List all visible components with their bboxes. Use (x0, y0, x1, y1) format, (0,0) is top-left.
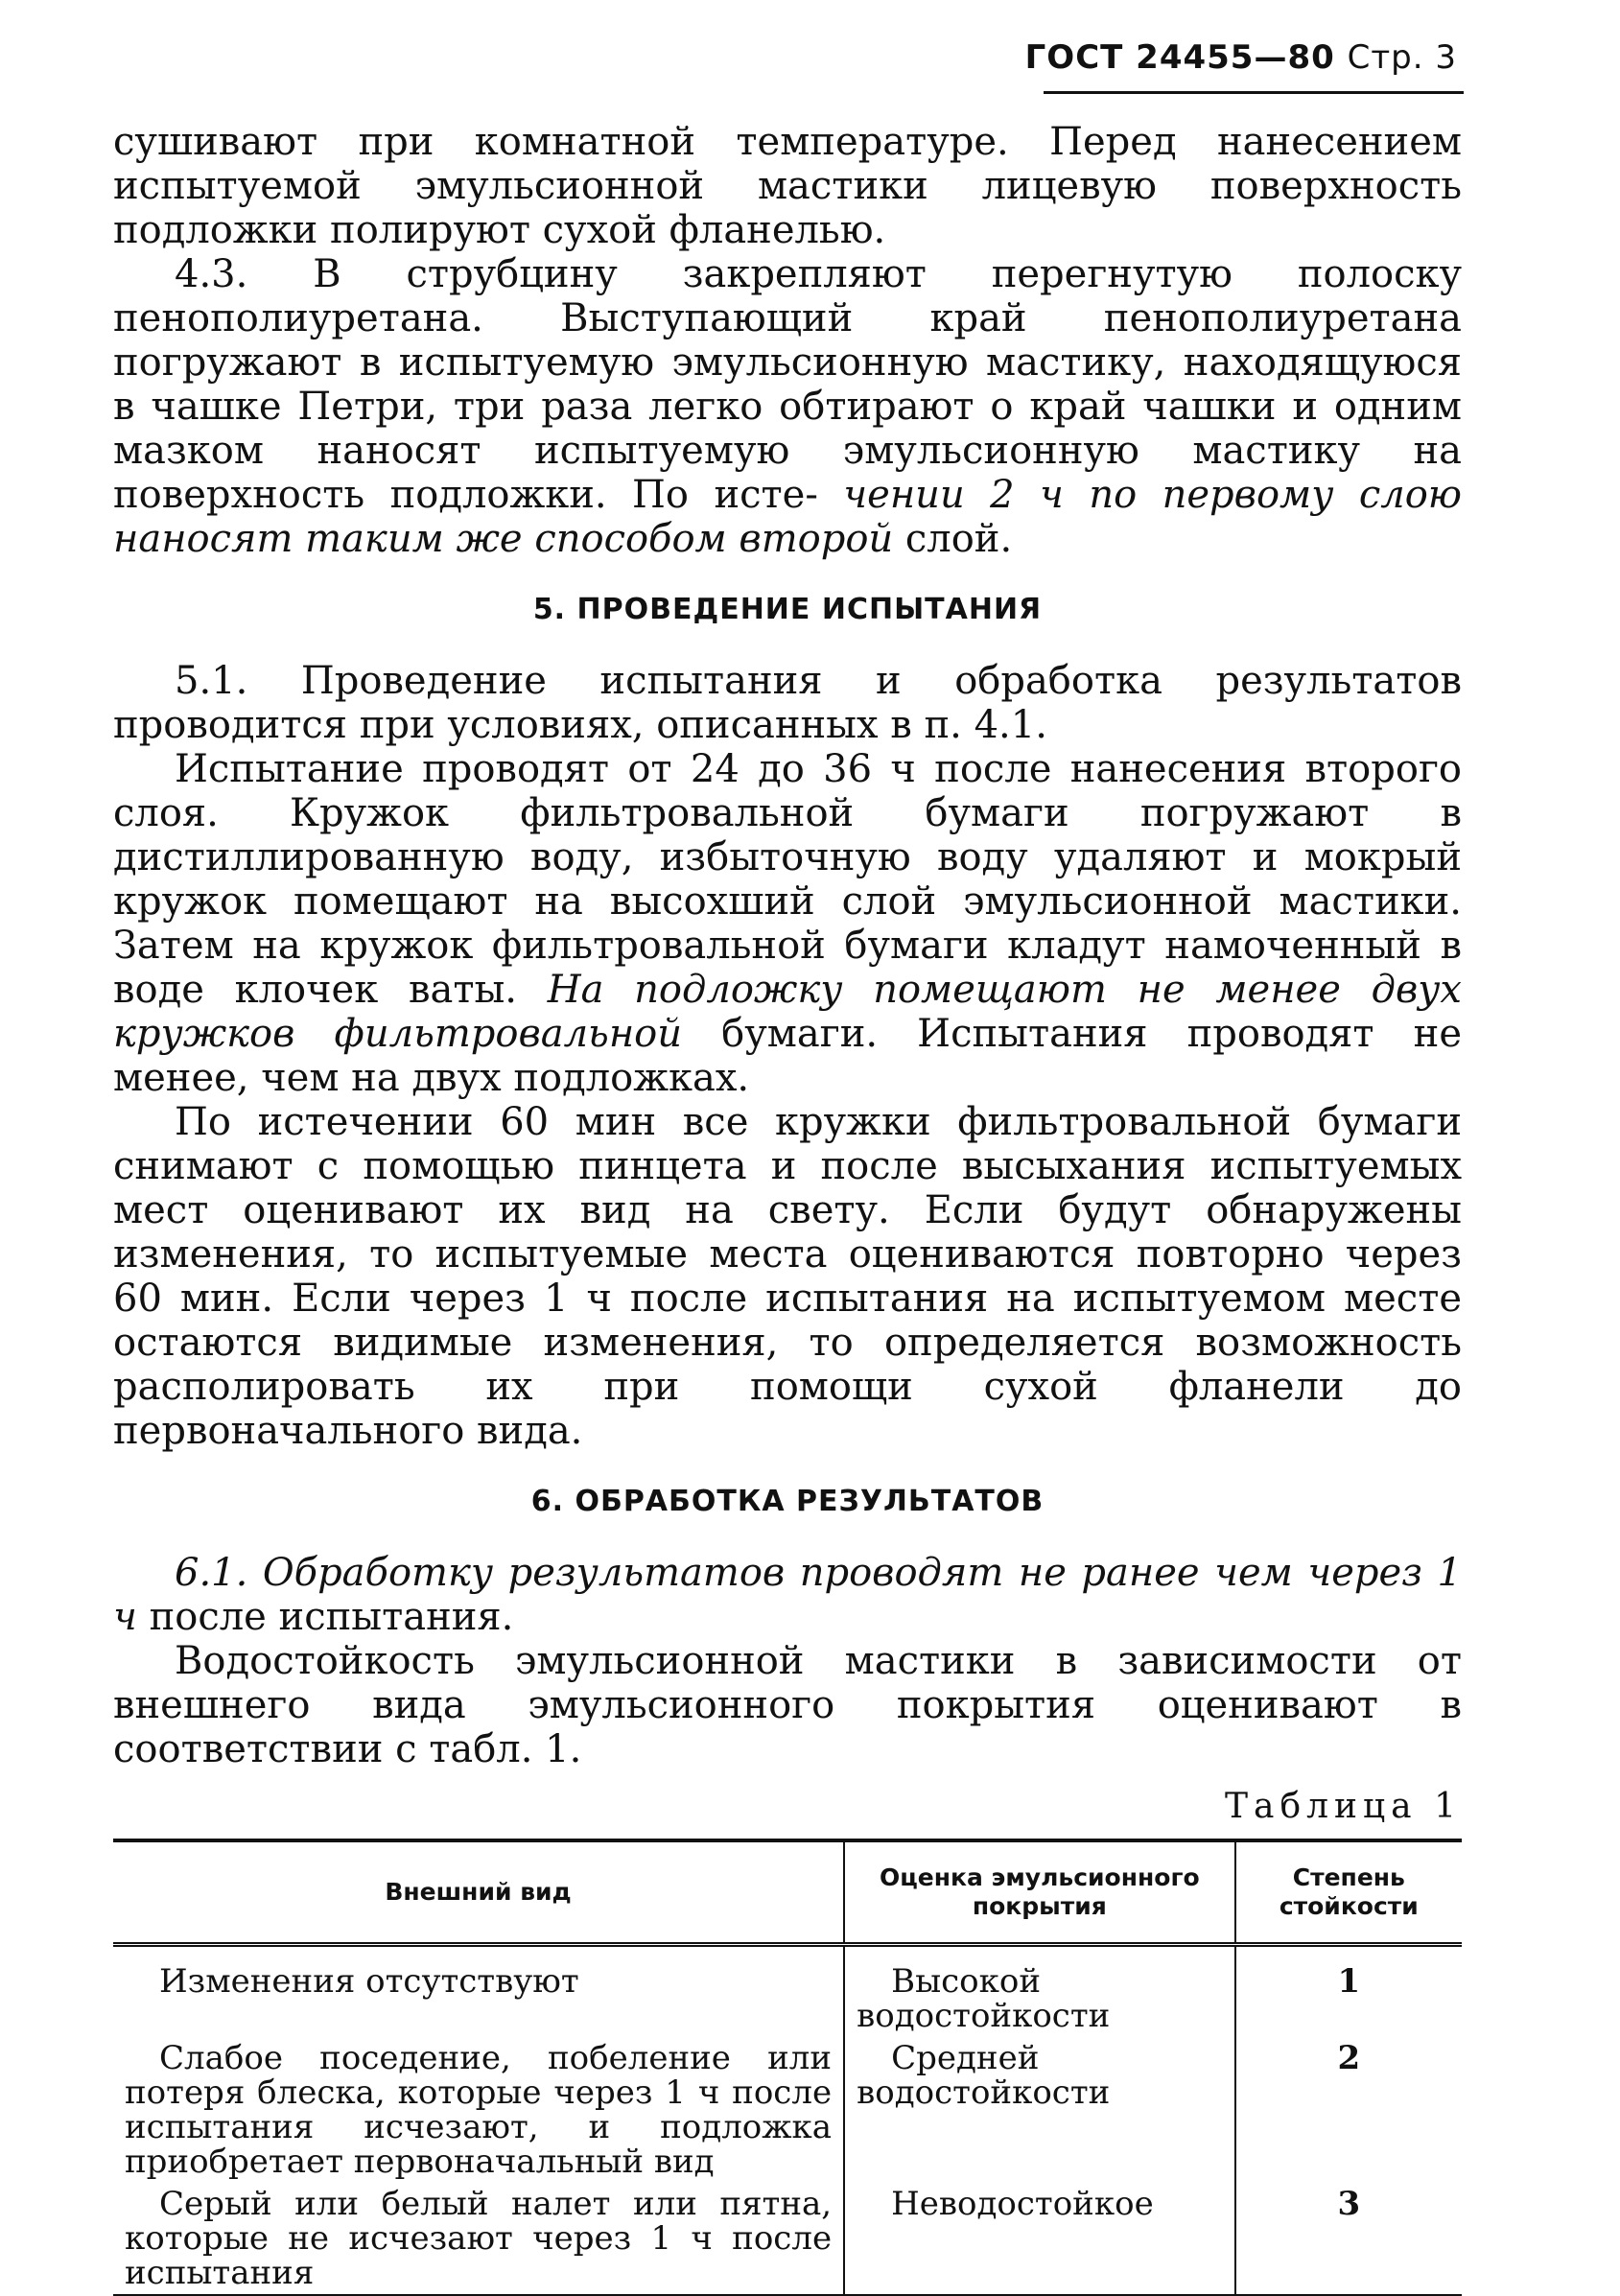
page-header (1025, 38, 1457, 77)
paragraph-6-1-italic: 6.1. Обработку результатов проводят не ранее чем через 1 ч (113, 1551, 1462, 1639)
table-cell-rating: Неводостойкое (844, 2183, 1235, 2295)
section-6-title: 6. ОБРАБОТКА РЕЗУЛЬТАТОВ (530, 1485, 1045, 1518)
table-cell-grade: 1 (1337, 1962, 1361, 2001)
document-body (113, 120, 1462, 2296)
paragraph-test-procedure (113, 747, 1462, 1100)
results-table (113, 1839, 1462, 2296)
table-row (113, 2183, 1462, 2295)
table-cell-look: Изменения отсутствуют (113, 1945, 844, 2038)
table-header-grade: Степень стойкости (1235, 1840, 1462, 1945)
paragraph-test-procedure-text: Испытание проводят от 24 до 36 ч после нанесения второго слоя. Кружок фильтровальной бумаги погружают в дистиллированную воду, избыточную воду удаляют и мокрый кружок помещают на высохший слой эмульсионной мастики. Затем на кружок фильтровальной бумаги кладут намоченный в воде клочек ваты. (113, 747, 1462, 1012)
paragraph-5-1: 5.1. Проведение испытания и обработка результатов проводится при условиях, описанных в п. 4.1. (113, 659, 1462, 747)
table-caption: Таблица 1 (1225, 1787, 1462, 1826)
paragraph-6-1-end: после испытания. (149, 1595, 514, 1639)
paragraph-4-3-text: 4.3. В струбцину закрепляют перегнутую полоску пенополиуретана. Выступающий край пенополиуретана погружают в испытуемую эмульсионную мастику, находящуюся в чашке Петри, три раза легко обтирают о край чашки и одним мазком наносят испытуемую эмульсионную мастику на поверхность подложки. По исте- (113, 252, 1462, 517)
page-number: Стр. 3 (1347, 38, 1457, 77)
table-cell-grade: 3 (1337, 2185, 1361, 2223)
document-number: ГОСТ 24455—80 (1024, 38, 1335, 77)
table-cell-look: Слабое поседение, побеление или потеря блеска, которые через 1 ч после испытания исчезают, и подложка приобретает первоначальный вид (113, 2037, 844, 2183)
paragraph-4-3-italic: чении 2 ч по первому слою наносят таким же способом второй (113, 473, 1462, 561)
paragraph-water-resistance: Водостойкость эмульсионной мастики в зависимости от внешнего вида эмульсионного покрытия оценивают в соответствии с табл. 1. (113, 1639, 1462, 1771)
paragraph-evaluation: По истечении 60 мин все кружки фильтровальной бумаги снимают с помощью пинцета и после высыхания испытуемых мест оценивают их вид на свету. Если будут обнаружены изменения, то испытуемые места оцениваются повторно через 60 мин. Если через 1 ч после испытания на испытуемом месте остаются видимые изменения, то определяется возможность располировать их при помощи сухой фланели до первоначального вида. (113, 1100, 1462, 1453)
table-cell-grade: 2 (1337, 2039, 1361, 2077)
table-header-row (113, 1840, 1462, 1945)
table-cell-rating: Средней водостойкости (844, 2037, 1235, 2183)
table-cell-rating: Высокой водостойкости (844, 1945, 1235, 2038)
header-rule (1044, 91, 1464, 94)
table-row (113, 1945, 1462, 2038)
paragraph-4-3 (113, 252, 1462, 561)
table-header-look: Внешний вид (113, 1840, 844, 1945)
paragraph-1: сушивают при комнатной температуре. Перед нанесением испытуемой эмульсионной мастики лицевую поверхность подложки полируют сухой фланелью. (113, 120, 1462, 252)
paragraph-4-3-end: слой. (904, 517, 1013, 561)
section-5-title: 5. ПРОВЕДЕНИЕ ИСПЫТАНИЯ (532, 593, 1043, 626)
paragraph-test-procedure-end: бумаги. Испытания проводят не менее, чем на двух подложках. (113, 1012, 1462, 1100)
paragraph-6-1 (113, 1551, 1462, 1639)
table-header-rating: Оценка эмульсионного покрытия (844, 1840, 1235, 1945)
table-cell-look: Серый или белый налет или пятна, которые не исчезают через 1 ч после испытания (113, 2183, 844, 2295)
paragraph-test-procedure-italic: На подложку помещают не менее двух кружков фильтровальной (113, 968, 1462, 1056)
table-row (113, 2037, 1462, 2183)
